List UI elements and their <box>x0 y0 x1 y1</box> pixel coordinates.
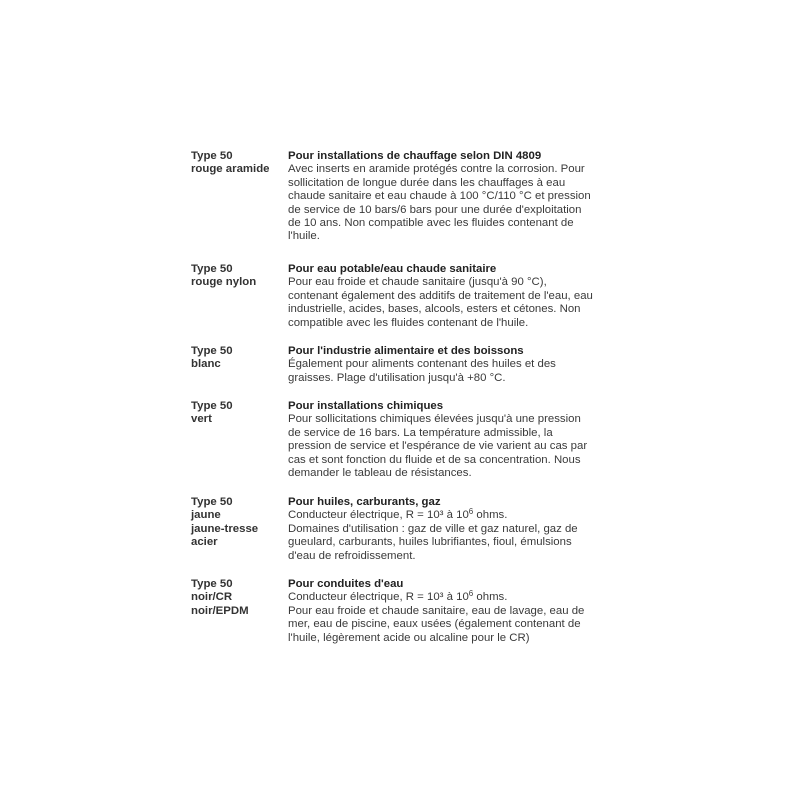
label-line: Type 50 <box>191 150 233 162</box>
entry-label <box>191 400 288 480</box>
conductor-suffix: ohms. <box>473 509 508 522</box>
entry-body <box>288 578 584 645</box>
label-line: rouge nylon <box>191 276 257 289</box>
desc-line: l'huile. <box>288 230 320 243</box>
desc-line: d'eau de refroidissement. <box>288 549 416 562</box>
entry-title: Pour installations chimiques <box>288 400 444 412</box>
label-line: Type 50 <box>191 345 233 357</box>
entry-label <box>191 578 288 645</box>
label-line: vert <box>191 413 212 426</box>
label-line: Type 50 <box>191 578 233 590</box>
entry-title: Pour l'industrie alimentaire et des boissons <box>288 345 524 357</box>
entry-noir <box>191 578 584 645</box>
desc-line: pression de service et l'espérance de vie varient au cas par <box>288 440 588 453</box>
entry-rouge-nylon <box>191 263 593 330</box>
desc-line: Également pour aliments contenant des huiles et des <box>288 358 556 371</box>
desc-line: mer, eau de piscine, eaux usées (également contenant de <box>288 618 581 631</box>
desc-line: Pour sollicitations chimiques élevées jusqu'à une pression <box>288 413 581 426</box>
desc-line: l'huile, légèrement acide ou alcaline pour le CR) <box>288 631 530 644</box>
entry-body <box>288 496 578 563</box>
entry-body <box>288 263 593 330</box>
entry-title: Pour huiles, carburants, gaz <box>288 496 441 508</box>
label-line: Type 50 <box>191 496 233 508</box>
label-line: noir/EPDM <box>191 604 249 617</box>
conductor-exponent: 6 <box>468 507 474 517</box>
desc-line: graisses. Plage d'utilisation jusqu'à +80 °C. <box>288 371 506 384</box>
desc-line: contenant également des additifs de traitement de l'eau, eau <box>288 289 593 302</box>
entry-rouge-aramide <box>191 150 591 244</box>
conductor-line <box>288 509 578 522</box>
label-line: jaune-tresse <box>191 522 259 535</box>
entry-label <box>191 345 288 385</box>
label-line: rouge aramide <box>191 163 270 176</box>
desc-line: gueulard, carburants, huiles lubrifiantes, fioul, émulsions <box>288 536 572 549</box>
entry-title: Pour installations de chauffage selon DIN 4809 <box>288 150 542 162</box>
desc-line: de service de 10 bars/6 bars pour une durée d'exploitation <box>288 203 582 216</box>
desc-line: sollicitation de longue durée dans les chauffages à eau <box>288 176 566 189</box>
entry-body <box>288 400 587 480</box>
label-line: acier <box>191 536 218 549</box>
desc-line: compatible avec les fluides contenant de l'huile. <box>288 316 529 329</box>
label-line: jaune <box>191 509 221 522</box>
desc-line: Pour eau froide et chaude sanitaire, eau de lavage, eau de <box>288 604 585 617</box>
entry-label <box>191 150 288 244</box>
conductor-suffix: ohms. <box>473 591 508 604</box>
desc-line: Pour eau froide et chaude sanitaire (jusqu'à 90 °C), <box>288 276 547 289</box>
conductor-prefix: Conducteur électrique, R = 10³ à 10 <box>288 591 469 604</box>
label-line: blanc <box>191 358 221 371</box>
label-line: Type 50 <box>191 263 233 275</box>
desc-line: chaude sanitaire et eau chaude à 100 °C/110 °C et pression <box>288 190 591 203</box>
entry-blanc <box>191 345 556 385</box>
entry-body <box>288 345 556 385</box>
desc-line: industrielle, acides, bases, alcools, esters et cétones. Non <box>288 303 581 316</box>
entry-jaune <box>191 496 578 563</box>
conductor-exponent: 6 <box>468 589 474 599</box>
desc-line: Avec inserts en aramide protégés contre la corrosion. Pour <box>288 163 585 176</box>
desc-line: demander le tableau de résistances. <box>288 467 472 480</box>
entry-label <box>191 263 288 330</box>
entry-body <box>288 150 591 244</box>
entry-title: Pour conduites d'eau <box>288 578 404 590</box>
label-line: noir/CR <box>191 591 233 604</box>
conductor-prefix: Conducteur électrique, R = 10³ à 10 <box>288 509 469 522</box>
entry-title: Pour eau potable/eau chaude sanitaire <box>288 263 497 275</box>
desc-line: cas et sont fonction du fluide et de sa concentration. Nous <box>288 453 581 466</box>
desc-line: Domaines d'utilisation : gaz de ville et gaz naturel, gaz de <box>288 522 578 535</box>
entry-vert <box>191 400 587 480</box>
desc-line: de service de 16 bars. La température admissible, la <box>288 426 553 439</box>
label-line: Type 50 <box>191 400 233 412</box>
conductor-line <box>288 591 584 604</box>
desc-line: de 10 ans. Non compatible avec les fluides contenant de <box>288 217 574 230</box>
entry-label <box>191 496 288 563</box>
